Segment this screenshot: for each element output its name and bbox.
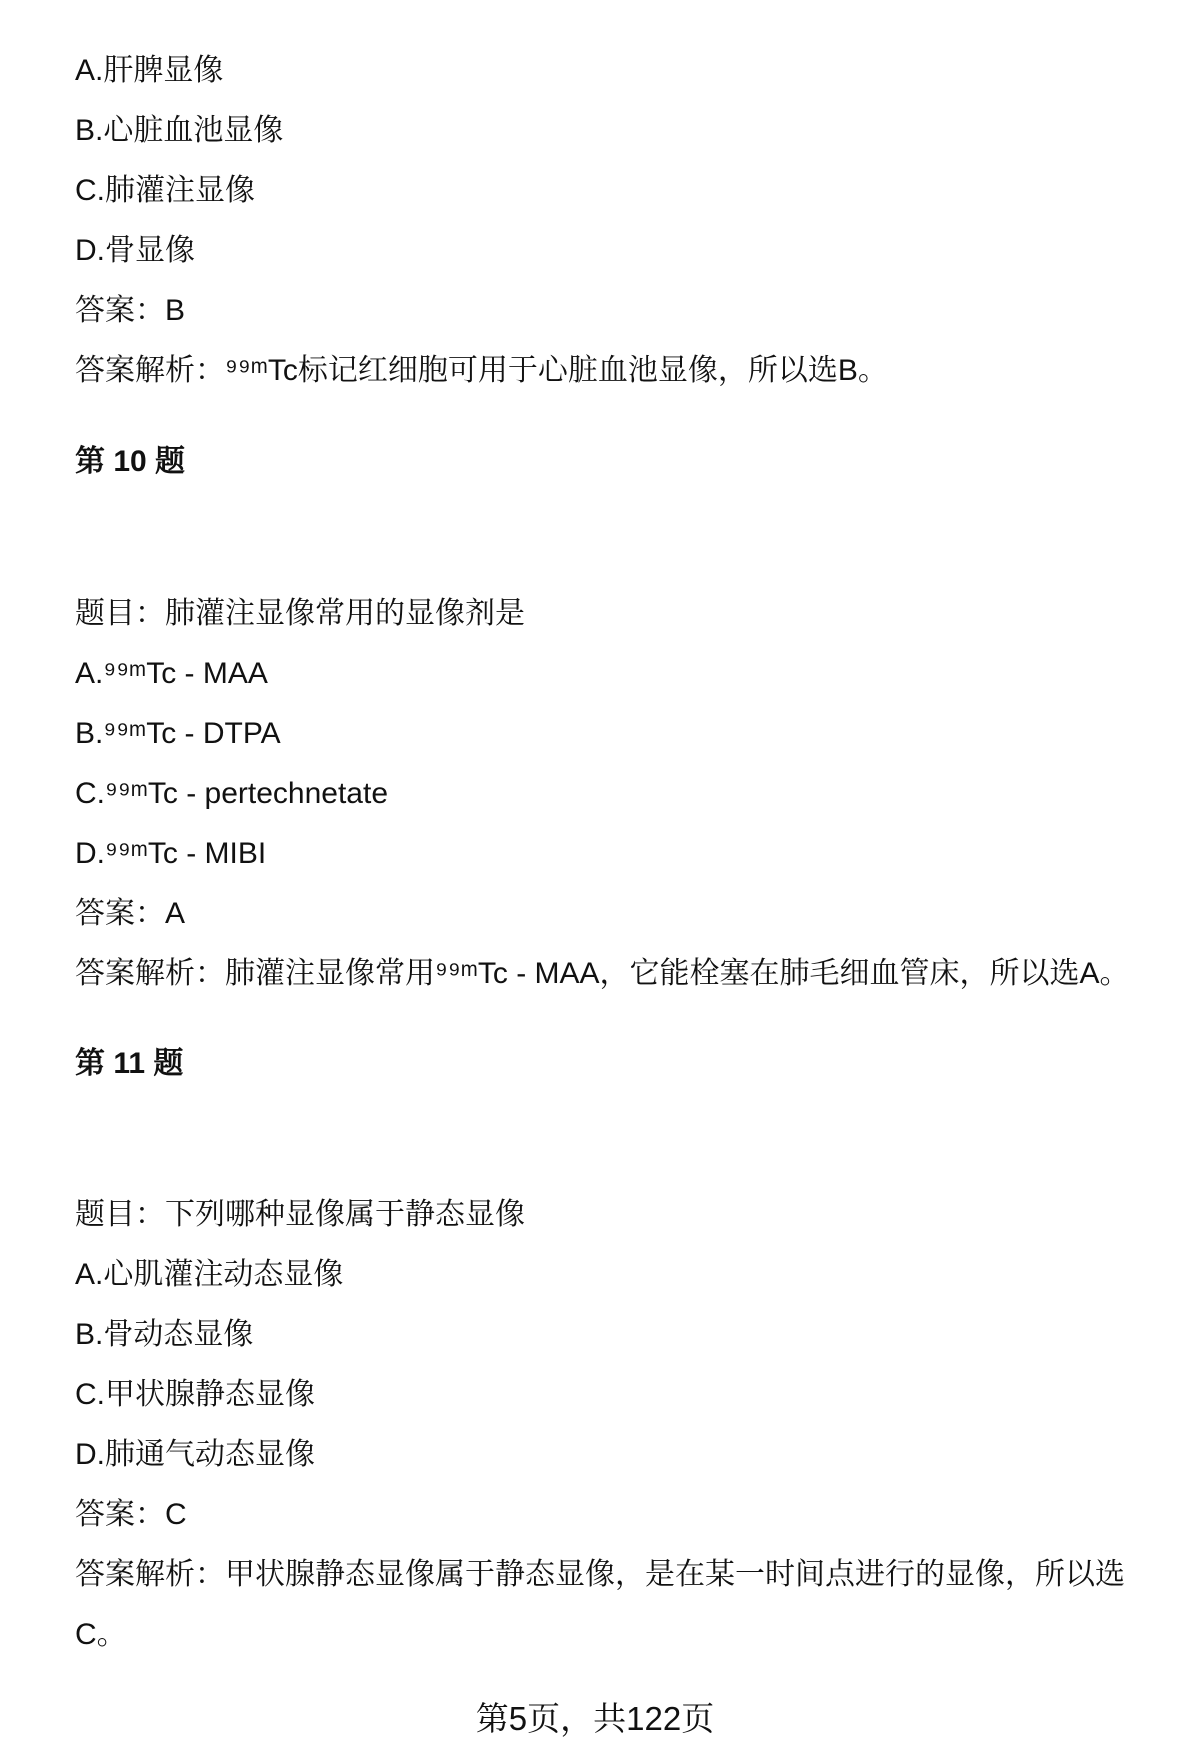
q10-option-c: C.⁹⁹ᵐTc - pertechnetate xyxy=(75,777,389,810)
q10-prompt: 题目：肺灌注显像常用的显像剂是 xyxy=(75,597,525,630)
question-9-continued xyxy=(75,41,1135,401)
q11-analysis: 答案解析：甲状腺静态显像属于静态显像，是在某一时间点进行的显像，所以选C。 xyxy=(75,1558,1125,1651)
q10-analysis: 答案解析：肺灌注显像常用⁹⁹ᵐTc - MAA，它能栓塞在肺毛细血管床，所以选A。 xyxy=(75,957,1130,990)
q11-option-b: B.骨动态显像 xyxy=(75,1318,254,1351)
question-11 xyxy=(75,1034,1135,1665)
page-number-footer: 第5页，共122页 xyxy=(475,1700,715,1737)
q10-answer: 答案：A xyxy=(75,897,186,930)
q11-heading: 第 11 题 xyxy=(75,1047,184,1080)
q10-option-a: A.⁹⁹ᵐTc - MAA xyxy=(75,657,268,690)
q11-option-c: C.甲状腺静态显像 xyxy=(75,1378,315,1411)
q10-option-b: B.⁹⁹ᵐTc - DTPA xyxy=(75,717,281,750)
q11-prompt: 题目：下列哪种显像属于静态显像 xyxy=(75,1198,525,1231)
q9-option-c: C.肺灌注显像 xyxy=(75,174,255,207)
q11-option-a: A.心肌灌注动态显像 xyxy=(75,1258,344,1291)
q10-option-d: D.⁹⁹ᵐTc - MIBI xyxy=(75,837,267,870)
q9-option-d: D.骨显像 xyxy=(75,234,195,267)
q9-option-b: B.心脏血池显像 xyxy=(75,114,284,147)
q9-option-a: A.肝脾显像 xyxy=(75,54,224,87)
document-body xyxy=(75,41,1135,1665)
q9-answer: 答案：B xyxy=(75,294,186,327)
q11-answer: 答案：C xyxy=(75,1498,187,1531)
question-10 xyxy=(75,432,1135,1004)
q10-heading: 第 10 题 xyxy=(75,445,186,478)
q9-analysis: 答案解析：⁹⁹ᵐTc标记红细胞可用于心脏血池显像，所以选B。 xyxy=(75,354,888,387)
q11-option-d: D.肺通气动态显像 xyxy=(75,1438,315,1471)
